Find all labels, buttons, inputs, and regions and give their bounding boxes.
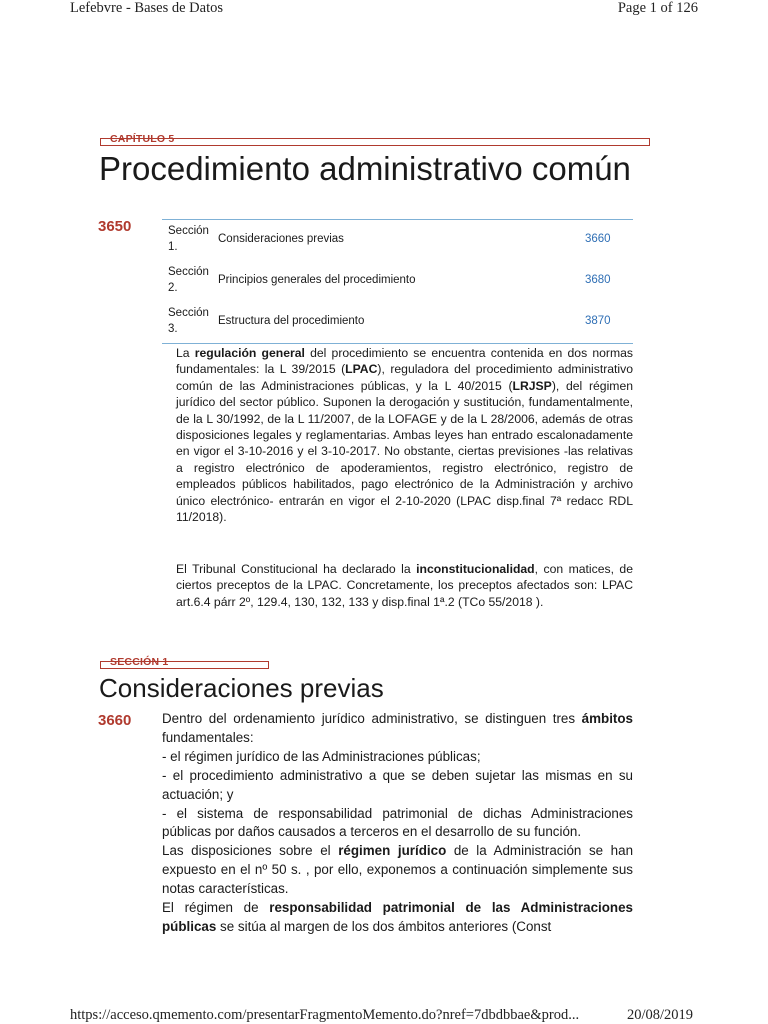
text-run: El Tribunal Constitucional ha declarado la: [176, 562, 417, 576]
text-run: ), del régimen jurídico del sector público. Suponen la derogación y sustitución, fundamentalmente, de la L 30/1992, de la L 11/2007, de la LOFAGE y de la L 28/2006, además de otras disposiciones legales y reglamentarias. Ambas leyes han entrado escalonadamente en vigor el 3-10-2016 y el 3-10-2017. No obstante, ciertas previsiones -las relativas a registro electrónico de apoderamientos, registro electrónico, registro de empleados públicos habilitados, pago electrónico de la Administración y archivo único electrónico- entrarán en vigor el 2-10-2020 (LPAC disp.final 7ª redacc RDL 11/2018).: [176, 378, 634, 525]
text-run: Las disposiciones sobre el: [162, 843, 339, 859]
footer-url: https://acceso.qmemento.com/presentarFragmentoMemento.do?nref=7dbdbbae&prod...: [70, 1007, 580, 1023]
toc-section-title: Estructura del procedimiento: [218, 315, 365, 327]
section-body: [162, 710, 633, 937]
toc-section-label: Sección 3.: [168, 307, 209, 335]
header-page-count: Page 1 of 126: [617, 0, 698, 16]
text-run: , con matices, de ciertos preceptos de la LPAC. Concretamente, los preceptos afectados son: LPAC art.6.4 párr 2º, 129.4, 130, 132, 133 y disp.final 1ª.2 (TCo 55/2018 ).: [176, 562, 633, 609]
text-run: se sitúa al margen de los dos ámbitos anteriores (Const: [216, 918, 552, 934]
body-paragraph: [162, 899, 633, 937]
chapter-label: CAPÍTULO 5: [110, 133, 175, 145]
bold-term: régimen jurídico: [338, 843, 447, 859]
text-run: El régimen de: [162, 900, 270, 916]
bold-term: LRJSP: [512, 378, 552, 393]
chapter-label-box: [100, 138, 650, 146]
chapter-title: Procedimiento administrativo común: [99, 150, 631, 187]
intro-paragraph-constitutional: [176, 561, 633, 610]
text-run: ), reguladora del procedimiento administrativo común de las Administraciones públicas, y la L 40/2015 (: [176, 362, 634, 393]
toc-section-title: Consideraciones previas: [218, 233, 344, 245]
toc-row: [162, 220, 633, 261]
text-run: Dentro del ordenamiento jurídico administrativo, se distinguen tres: [162, 711, 582, 726]
toc-row: [162, 261, 633, 302]
toc-row: [162, 302, 633, 343]
text-run: de la Administración se han expuesto en el nº 50 s. , por ello, exponemos a continuación simplemente sus notas características.: [162, 843, 634, 897]
bold-term: responsabilidad patrimonial de las Administraciones públicas: [162, 900, 633, 934]
list-item: - el sistema de responsabilidad patrimonial de dichas Administraciones públicas por daños causados a terceros en el desarrollo de su función.: [162, 805, 633, 840]
margin-number-3650: 3650: [98, 218, 132, 235]
bold-term: LPAC: [345, 362, 378, 377]
intro-paragraph-regulation: [176, 345, 633, 525]
body-paragraph: [162, 710, 633, 748]
margin-number-3660: 3660: [98, 712, 132, 729]
header-source: Lefebvre - Bases de Datos: [70, 0, 223, 16]
bold-term: ámbitos: [581, 711, 633, 726]
bold-term: regulación general: [194, 346, 305, 360]
text-run: La: [176, 346, 195, 360]
list-item: - el régimen jurídico de las Administraciones públicas;: [162, 748, 481, 764]
toc-section-label: Sección 1.: [168, 225, 209, 253]
section-index-table: [162, 219, 633, 344]
text-run: fundamentales:: [162, 729, 254, 745]
footer-date: 20/08/2019: [627, 1007, 694, 1023]
list-item: - el procedimiento administrativo a que se deben sujetar las mismas en su actuación; y: [162, 767, 633, 802]
bold-term: inconstitucionalidad: [416, 562, 535, 576]
toc-section-title: Principios generales del procedimiento: [218, 274, 416, 286]
toc-link-3660[interactable]: 3660: [585, 233, 611, 245]
toc-link-3870[interactable]: 3870: [585, 315, 611, 327]
section-label: SECCIÓN 1: [110, 656, 169, 668]
section-title: Consideraciones previas: [99, 673, 384, 703]
toc-link-3680[interactable]: 3680: [585, 274, 611, 286]
toc-section-label: Sección 2.: [168, 266, 209, 294]
text-run: del procedimiento se encuentra contenida en dos normas fundamentales: la L 39/2015 (: [176, 346, 633, 377]
body-paragraph: [162, 842, 633, 899]
